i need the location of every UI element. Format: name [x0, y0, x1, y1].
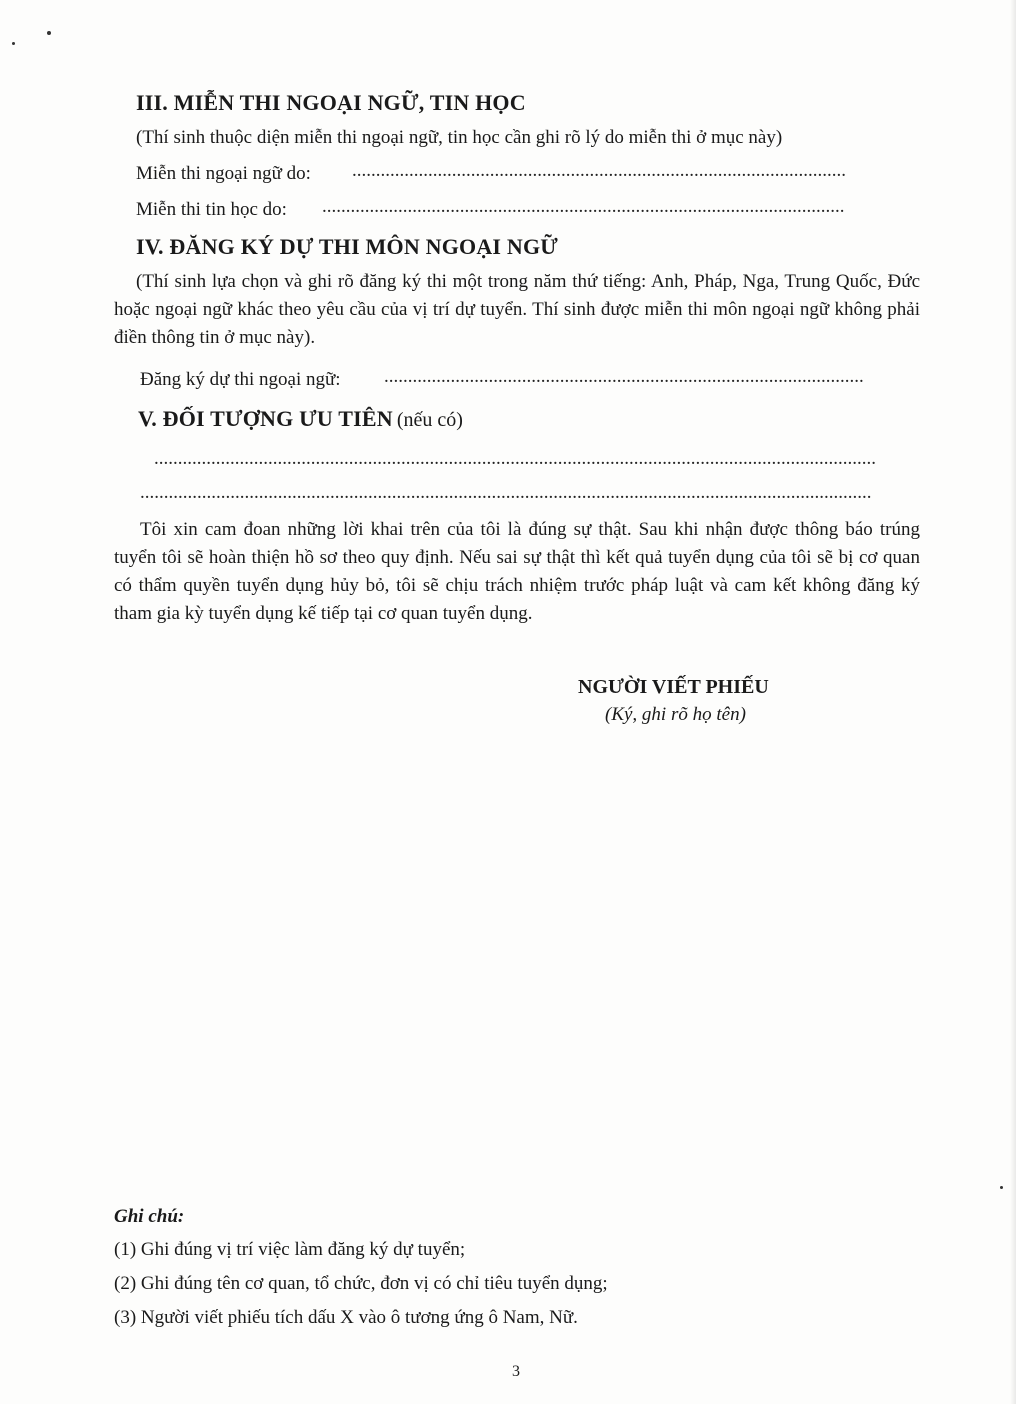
section-3-instruction: (Thí sinh thuộc diện miễn thi ngoại ngữ, tin học cần ghi rõ lý do miễn thi ở mục này) — [136, 127, 783, 148]
page-number: 3 — [512, 1363, 520, 1380]
it-exemption-field[interactable]: .............................................................................................................. — [322, 196, 845, 217]
scan-edge-shadow — [1010, 0, 1016, 1404]
section-4-heading: IV. ĐĂNG KÝ DỰ THI MÔN NGOẠI NGỮ — [136, 234, 558, 259]
foreign-language-exemption-label: Miễn thi ngoại ngữ do: — [136, 163, 311, 184]
foreign-language-register-label: Đăng ký dự thi ngoại ngữ: — [140, 369, 341, 390]
scan-speck — [47, 31, 51, 35]
it-exemption-label: Miễn thi tin học do: — [136, 199, 287, 220]
priority-line-1-field[interactable]: ........................................................................................................................................................ — [154, 448, 876, 469]
declaration-paragraph: Tôi xin cam đoan những lời khai trên của tôi là đúng sự thật. Sau khi nhận được thông báo trúng tuyển tôi sẽ hoàn thiện hồ sơ theo quy định. Nếu sai sự thật thì kết quả tuyển dụng của tôi sẽ bị cơ quan có thẩm quyền tuyển dụng hủy bỏ, tôi sẽ chịu trách nhiệm trước pháp luật và cam kết không đăng ký tham gia kỳ tuyển dụng kế tiếp tại cơ quan tuyển dụng. — [114, 519, 920, 624]
priority-line-2-field[interactable]: .......................................................................................................................................................... — [140, 482, 872, 503]
section-5-heading-row — [138, 406, 463, 434]
signature-note: (Ký, ghi rõ họ tên) — [605, 704, 746, 725]
note-item-2: (2) Ghi đúng tên cơ quan, tổ chức, đơn vị có chỉ tiêu tuyển dụng; — [114, 1273, 608, 1294]
scan-speck — [12, 42, 15, 45]
foreign-language-register-field[interactable]: ..................................................................................................... — [384, 366, 864, 387]
notes-title: Ghi chú: — [114, 1206, 185, 1227]
foreign-language-exemption-field[interactable]: ........................................................................................................ — [352, 160, 846, 181]
note-item-3: (3) Người viết phiếu tích dấu X vào ô tương ứng ô Nam, Nữ. — [114, 1307, 578, 1328]
note-item-1: (1) Ghi đúng vị trí việc làm đăng ký dự tuyển; — [114, 1239, 466, 1260]
signature-title: NGƯỜI VIẾT PHIẾU — [578, 676, 769, 698]
section-5-heading-suffix: (nếu có) — [396, 409, 463, 431]
scan-speck — [1000, 1186, 1003, 1189]
section-3-heading: III. MIỄN THI NGOẠI NGỮ, TIN HỌC — [136, 90, 526, 115]
section-4-instruction: (Thí sinh lựa chọn và ghi rõ đăng ký thi một trong năm thứ tiếng: Anh, Pháp, Nga, Trung Quốc, Đức hoặc ngoại ngữ khác theo yêu cầu của vị trí dự tuyển. Thí sinh được miễn thi môn ngoại ngữ không phải điền thông tin ở mục này). — [114, 271, 920, 348]
section-5-heading: V. ĐỐI TƯỢNG ƯU TIÊN — [138, 406, 393, 431]
